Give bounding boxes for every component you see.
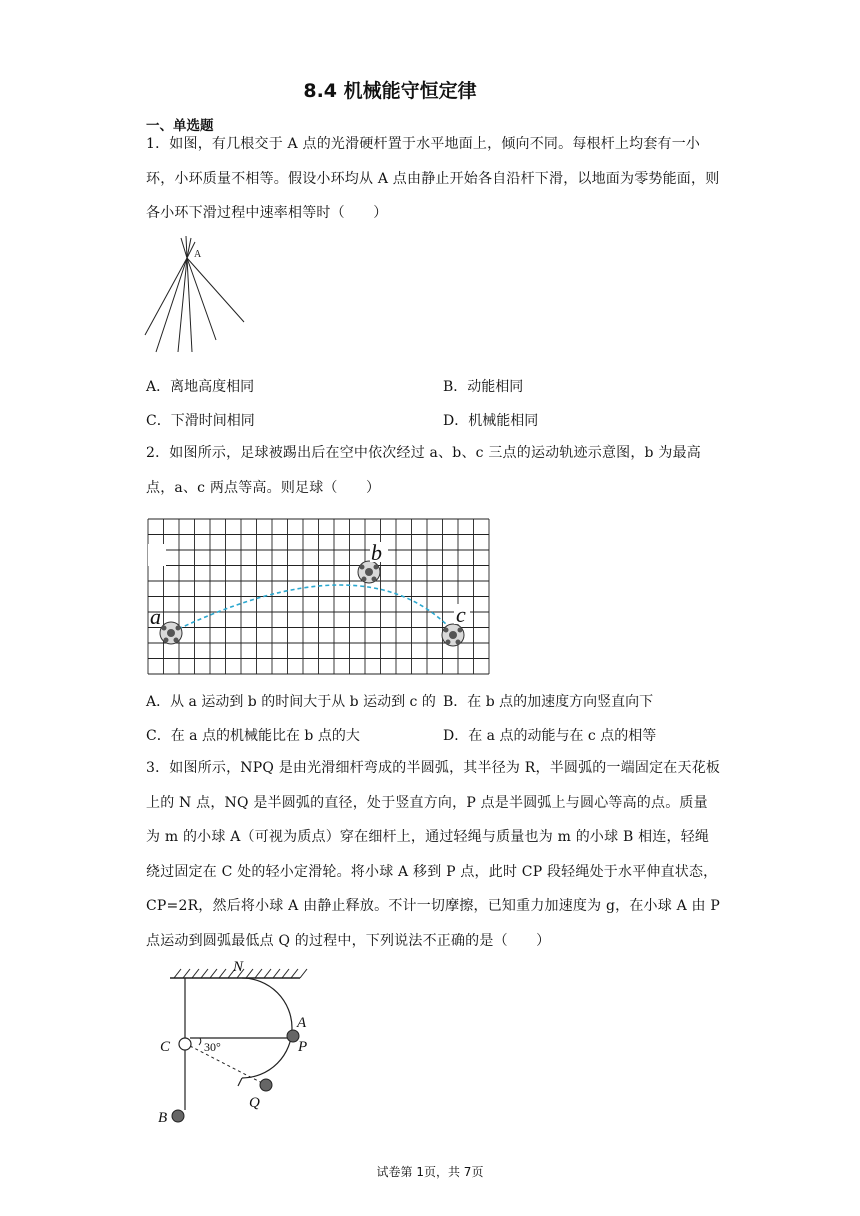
label-n: N — [233, 959, 244, 975]
point-a-label: A — [194, 249, 202, 260]
label-a: A — [297, 1015, 307, 1031]
q1-option-d: D．机械能相同 — [443, 413, 539, 429]
q2-option-d: D．在 a 点的动能与在 c 点的相等 — [443, 728, 657, 744]
section-heading: 一、单选题 — [146, 118, 214, 134]
hatch-line — [246, 969, 253, 978]
label-b: b — [371, 540, 382, 565]
label-b: B — [158, 1110, 168, 1126]
q1-option-c: C．下滑时间相同 — [146, 413, 255, 429]
question-1-text: 1．如图，有几根交于 A 点的光滑硬杆置于水平地面上，倾向不同。每根杆上均套有一小环，小环质量不相等。假设小环均从 A 点由静止开始各自沿杆下滑，以地面为零势能面，则各小环下滑过程中速率相等时（ ） — [146, 136, 720, 221]
hatch-line — [300, 969, 307, 978]
label-q: Q — [249, 1095, 260, 1111]
hatch-line — [174, 969, 181, 978]
question-2-figure — [140, 512, 500, 677]
hatch-line — [201, 969, 208, 978]
label-c: c — [456, 602, 466, 627]
label-p: P — [298, 1039, 308, 1055]
hatch-line — [183, 969, 190, 978]
hatch-line — [210, 969, 217, 978]
page-title: 8.4 机械能守恒定律 — [303, 80, 477, 102]
hatch-line — [192, 969, 199, 978]
ball-c — [442, 624, 464, 646]
q2-option-b: B．在 b 点的加速度方向竖直向下 — [443, 694, 654, 710]
question-3-figure — [150, 952, 320, 1132]
hatch-line — [219, 969, 226, 978]
hatch-line — [264, 969, 271, 978]
rod-end — [238, 1078, 242, 1086]
trajectory — [172, 585, 452, 632]
ball-a — [160, 622, 182, 644]
hatch-line — [255, 969, 262, 978]
question-2-text: 2．如图所示，足球被踢出后在空中依次经过 a、b、c 三点的运动轨迹示意图，b 为最高点，a、c 两点等高。则足球（ ） — [146, 445, 701, 496]
q1-option-b: B．动能相同 — [443, 379, 524, 395]
ball-b — [172, 1110, 184, 1122]
label-a: a — [150, 604, 161, 629]
ball-q — [260, 1079, 272, 1091]
question-3-text: 3．如图所示，NPQ 是由光滑细杆弯成的半圆弧，其半径为 R，半圆弧的一端固定在天花板上的 N 点，NQ 是半圆弧的直径，处于竖直方向，P 点是半圆弧上与圆心等高的点。质量为 m 的小球 A（可视为质点）穿在细杆上，通过轻绳与质量也为 m 的小球 B 相连，轻绳绕过固定在 C 处的轻小定滑轮。将小球 A 移到 P 点，此时 CP 段轻绳处于水平伸直状态，CP=2R，然后将小球 A 由静止释放。不计一切摩擦，已知重力加速度为 g，在小球 A 由 P 点运动到圆弧最低点 Q 的过程中，下列说法不正确的是（ ） — [146, 760, 721, 949]
q1-option-a: A．离地高度相同 — [146, 379, 255, 395]
label-c: C — [160, 1039, 171, 1055]
label-bg — [148, 544, 166, 566]
grid — [148, 519, 489, 674]
q2-option-a: A．从 a 运动到 b 的时间大于从 b 运动到 c 的 — [146, 694, 436, 710]
hatch-line — [282, 969, 289, 978]
page-footer: 试卷第 1页，共 7页 — [376, 1165, 484, 1179]
angle-label: 30° — [204, 1040, 221, 1054]
semicircle-rod — [242, 978, 292, 1078]
q2-option-c: C．在 a 点的机械能比在 b 点的大 — [146, 728, 360, 744]
pulley — [179, 1038, 191, 1050]
hatch-line — [291, 969, 298, 978]
question-1-figure — [140, 232, 255, 357]
dashed-line — [190, 1046, 266, 1085]
angle-arc — [199, 1038, 201, 1045]
hatch-line — [273, 969, 280, 978]
